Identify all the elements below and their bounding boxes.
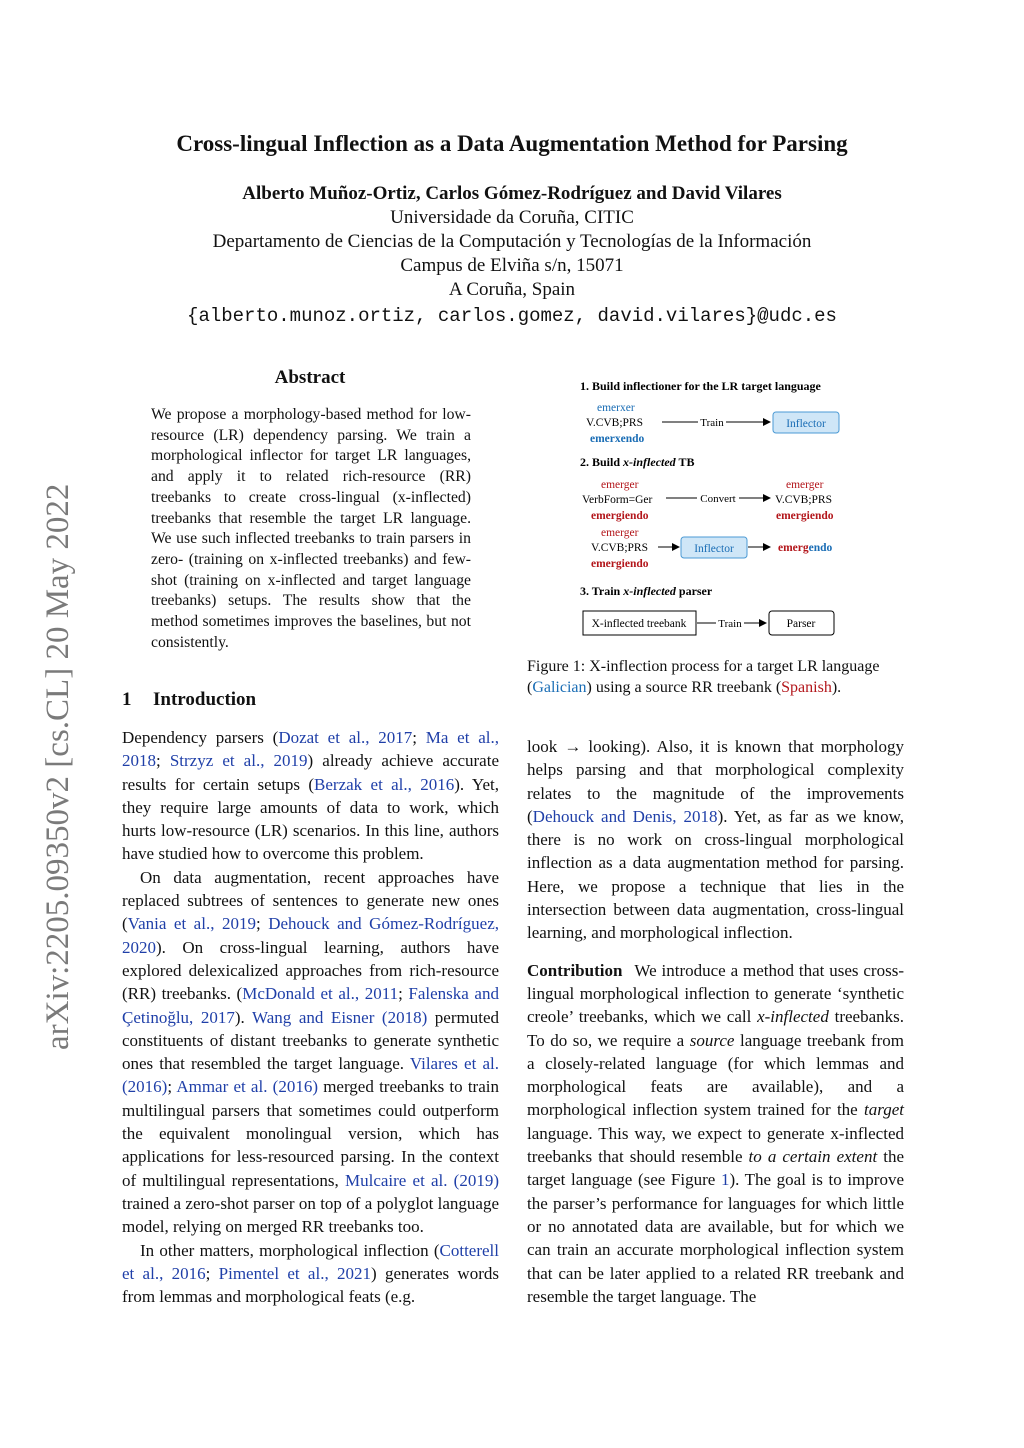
text-run: We introduce a method that uses cross-lingual morphological inflection to generate ‘synthetic creole’ treebanks, which we call <box>527 960 904 1027</box>
text-run: In other matters, morphological inflection ( <box>140 1240 440 1260</box>
step2a-convert-label: Convert <box>700 493 736 505</box>
text-run: Dependency parsers ( <box>122 728 279 747</box>
section-number: 1 <box>122 689 132 710</box>
citation-link[interactable]: Dozat et al., 2017 <box>278 728 413 747</box>
section-title: Introduction <box>153 689 257 710</box>
step2a-form: emergiendo <box>591 510 649 522</box>
affiliation-department: Departamento de Ciencias de la Computación y Tecnologías de la Información <box>212 231 812 252</box>
text-run: ). Yet, they require large amounts of data to work, which hurts low-resource (LR) scenarios. In this line, authors have studied how to overcome this problem. <box>122 774 499 864</box>
text-run: look → looking). Also, it is known that morphology helps parsing and that morphological complexity relates to the magnitude of the improvements ( <box>527 737 904 826</box>
text-run: ; <box>398 984 409 1004</box>
abstract-text: We propose a morphology-based method for low-resource (LR) dependency parsing. We train a morphological inflector for target LR languages, and apply it to related rich-resource (RR) treebanks to create cross-lingual (x-inflected) treebanks that resemble the target LR language. We use such inflected treebanks to train parsers in zero- (training on x-inflected treebanks) and few-shot (training on x-inflected and target language treebanks) setups. The results show that the method sometimes improves the baselines, but not consistently. <box>151 406 471 651</box>
citation-link[interactable]: Ma et al., 2018 <box>122 728 499 771</box>
step2b-form: emergiendo <box>591 558 649 570</box>
text-run: treebanks. To do so, we require a <box>527 1007 904 1050</box>
step2a-out-form: emergiendo <box>776 510 834 522</box>
citation-link[interactable]: McDonald et al., 2011 <box>242 984 399 1004</box>
citation-link[interactable]: Strzyz et al., 2019 <box>169 751 308 771</box>
figure-diagram <box>580 374 850 644</box>
figure-1-caption <box>527 656 904 698</box>
section-heading-introduction <box>122 689 256 711</box>
xinflected-treebank-label: X-inflected treebank <box>591 618 687 630</box>
parser-label: Parser <box>786 618 816 630</box>
step1-form-suffix: endo <box>620 433 645 445</box>
citation-link[interactable]: Dehouck and Denis, 2018 <box>532 806 718 826</box>
step1-form-stem: emerx <box>590 433 621 445</box>
step2b-inflector-label: Inflector <box>694 543 734 555</box>
text-run: ; <box>255 914 269 934</box>
step2b-out-stem: emerg <box>778 542 809 554</box>
text-run: ) generates words from lemmas and morphological feats (e.g. <box>122 1263 499 1307</box>
citation-link[interactable]: Falenska and Çetinoğlu, 2017 <box>122 984 499 1027</box>
citation-link[interactable]: Mulcaire et al. (2019) <box>344 1170 500 1190</box>
figure-step-1-label: 1. Build inflectioner for the LR target language <box>580 379 821 393</box>
citation-link[interactable]: Cotterell et al., 2016 <box>122 1240 499 1283</box>
step1-train-label: Train <box>700 417 724 429</box>
caption-text-end: ). <box>831 679 842 696</box>
text-run: ). On cross-lingual learning, authors have explored delexicalized approaches from rich-resource (RR) treebanks. ( <box>122 937 499 1004</box>
caption-text-middle: ) using a source RR treebank ( <box>586 679 782 696</box>
text-run: ). The goal is to improve the parser’s performance for languages for which little or no annotated data are available, but for which we can train an accurate morphological inflection system that can be later applied to a related RR treebank and resemble the target language. The <box>527 1170 904 1306</box>
contribution-label: Contribution <box>527 960 623 980</box>
right-column-body <box>527 735 904 1308</box>
text-run: ; <box>412 728 426 747</box>
text-run: ; <box>167 1077 177 1097</box>
emphasized-term: source <box>689 1030 735 1050</box>
step1-form <box>590 433 645 445</box>
intro-paragraph-3 <box>122 1239 499 1309</box>
step2a-lemma: emerger <box>601 479 639 491</box>
text-run: ). <box>234 1007 253 1027</box>
citation-link[interactable]: Dehouck and Gómez-Rodríguez, 2020 <box>122 914 499 957</box>
text-run: ). Yet, as far as we know, there is no work on cross-lingual morphological inflection as a data augmentation method for parsing. Here, we propose a technique that lies in the intersection between data augmentation, cross-lingual learning, and morphological inflection. <box>527 806 904 943</box>
address-campus: Campus de Elviña s/n, 15071 <box>400 255 624 276</box>
step2a-out-lemma: emerger <box>786 479 824 491</box>
contribution-paragraph <box>527 959 904 1308</box>
citation-link[interactable]: Vania et al., 2019 <box>127 914 256 934</box>
caption-galician: Galician <box>532 679 587 696</box>
emphasized-term: to a certain extent <box>748 1147 878 1167</box>
text-run: On data augmentation, recent approaches have replaced subtrees of sentences to generate new ones ( <box>122 867 499 934</box>
citation-link[interactable]: Vilares et al. (2016) <box>122 1054 499 1097</box>
text-run: the target language (see Figure <box>527 1147 904 1190</box>
arxiv-stamp: arXiv:2205.09350v2 [cs.CL] 20 May 2022 <box>40 483 76 1050</box>
emphasized-term: target <box>864 1100 904 1120</box>
left-column-body <box>122 726 499 1308</box>
author-emails: {alberto.munoz.ortiz, carlos.gomez, david.vilares}@udc.es <box>187 305 837 327</box>
intro-paragraph-2 <box>122 866 499 1239</box>
step1-lemma: emerxer <box>597 402 635 414</box>
text-run: ) already achieve accurate results for certain setups ( <box>122 751 499 794</box>
step2a-feats: VerbForm=Ger <box>582 494 653 506</box>
text-run: language. This way, we expect to generate x-inflected treebanks that should resemble <box>527 1123 904 1167</box>
step2b-out-suffix: endo <box>808 542 833 554</box>
caption-spanish: Spanish <box>781 679 832 696</box>
citation-link[interactable]: 1 <box>720 1170 730 1190</box>
contribution-text <box>527 961 904 1306</box>
abstract-heading: Abstract <box>274 367 346 388</box>
step2b-feats: V.CVB;PRS <box>591 542 649 554</box>
author-block <box>0 182 1024 328</box>
citation-link[interactable]: Ammar et al. (2016) <box>176 1077 318 1097</box>
step1-inflector-label: Inflector <box>786 418 826 430</box>
step2a-out-feats: V.CVB;PRS <box>775 494 833 506</box>
text-run: ; <box>205 1263 219 1283</box>
author-names: Alberto Muñoz-Ortiz, Carlos Gómez-Rodríguez and David Vilares <box>242 183 782 204</box>
affiliation-university: Universidade da Coruña, CITIC <box>390 207 634 228</box>
step2b-out-form <box>778 542 833 554</box>
step1-feats: V.CVB;PRS <box>586 417 644 429</box>
figure-step-3-label: 3. Train x-inflected parser <box>580 584 713 598</box>
figure-1 <box>580 374 850 644</box>
intro-paragraph-4 <box>527 735 904 945</box>
text-run: trained a zero-shot parser on top of a polyglot language model, relying on merged RR treebanks too. <box>122 1193 499 1237</box>
text-run: language treebank from a closely-related language (for which lemmas and morphological feats are available), and a morphological inflection system trained for the <box>527 1030 904 1120</box>
text-run: merged treebanks to train multilingual parsers that sometimes could outperform the equivalent monolingual version, which has applications for less-resourced parsing. In the context of multilingual representations, <box>122 1077 499 1190</box>
citation-link[interactable]: Wang and Eisner (2018) <box>252 1007 428 1027</box>
emphasized-term: x-inflected <box>757 1007 829 1027</box>
text-run: ; <box>156 751 170 771</box>
address-city: A Coruña, Spain <box>448 279 576 300</box>
citation-link[interactable]: Pimentel et al., 2021 <box>218 1263 371 1283</box>
caption-text-start: Figure 1: X-inflection process for a target LR language ( <box>527 658 880 696</box>
figure-step-2-label: 2. Build x-inflected TB <box>580 455 695 469</box>
step3-train-label: Train <box>718 618 742 630</box>
text-run: permuted constituents of distant treebanks to generate synthetic ones that resembled the target language. <box>122 1007 500 1074</box>
paper-title: Cross-lingual Inflection as a Data Augmentation Method for Parsing <box>176 131 848 156</box>
step2b-lemma: emerger <box>601 527 639 539</box>
intro-paragraph-1 <box>122 726 499 866</box>
citation-link[interactable]: Berzak et al., 2016 <box>314 774 455 794</box>
